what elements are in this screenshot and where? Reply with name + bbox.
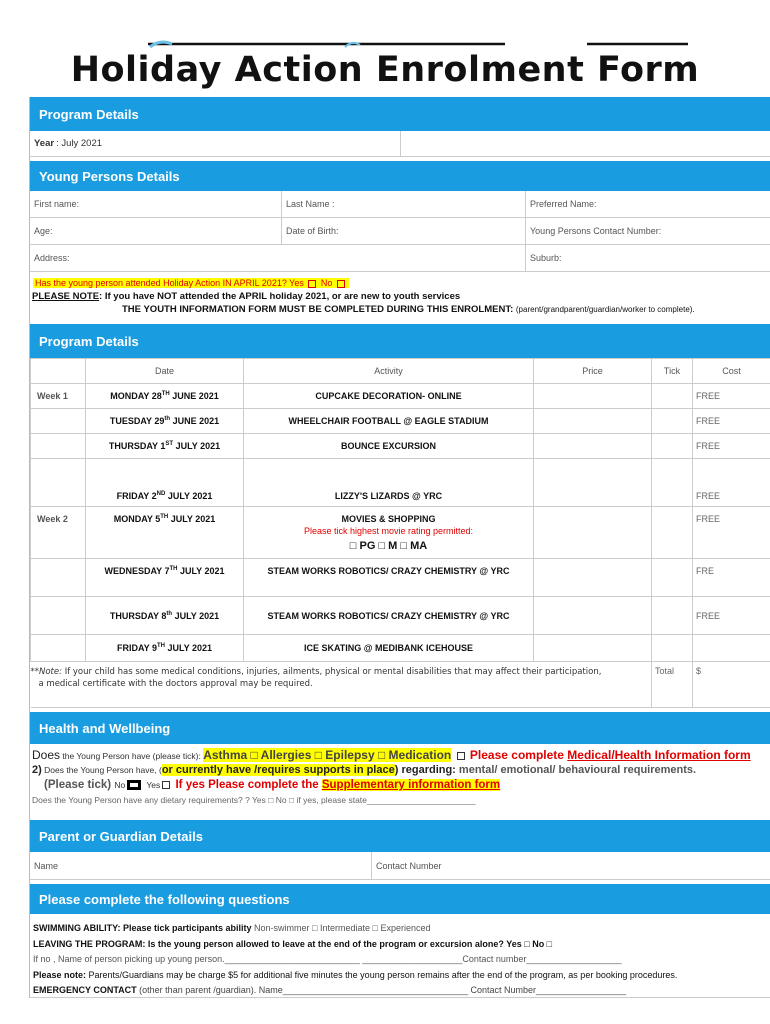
section-header xyxy=(30,161,770,191)
cost-header: Cost xyxy=(693,359,770,384)
row-date: THURSDAY 1ST JULY 2021 xyxy=(86,434,244,459)
row-cost xyxy=(693,635,770,662)
week-label xyxy=(31,434,86,459)
week-header xyxy=(31,359,86,384)
emergency-field[interactable]: (other than parent /guardian). Name_____________________________________ Contact Number__________________ xyxy=(136,985,627,995)
note-label: **Note: xyxy=(30,667,62,677)
program-table xyxy=(30,358,770,708)
please-note-text: Parents/Guardians may be charge $5 for additional five minutes the young person remains after the end of the program, as per booking procedures. xyxy=(86,969,678,980)
address-field[interactable]: Address: xyxy=(30,245,526,271)
section-header xyxy=(30,324,770,358)
condition-options[interactable]: Asthma □ Allergies □ Epilepsy □ Medication xyxy=(203,748,452,762)
table-row xyxy=(31,459,770,507)
total-label: Total xyxy=(652,662,693,708)
preferred-name-field[interactable]: Preferred Name: xyxy=(530,199,597,209)
no-checkbox[interactable] xyxy=(127,780,141,790)
row-date: THURSDAY 8th JULY 2021 xyxy=(86,597,244,635)
note-line2: THE YOUTH INFORMATION FORM MUST BE COMPLETED DURING THIS ENROLMENT: xyxy=(122,304,514,315)
q3-red: If yes Please complete the xyxy=(172,779,322,791)
section-title: Program Details xyxy=(39,106,139,122)
row-activity: STEAM WORKS ROBOTICS/ CRAZY CHEMISTRY @ YRC xyxy=(244,597,534,635)
attended-question xyxy=(33,278,349,288)
table-row xyxy=(31,507,770,559)
section-title: Program Details xyxy=(39,333,139,349)
row-date: MONDAY 5TH JULY 2021 xyxy=(86,507,244,559)
age-field[interactable]: Age: xyxy=(30,218,282,244)
week-label xyxy=(31,559,86,597)
note-line2-small: (parent/grandparent/guardian/worker to complete). xyxy=(515,305,695,314)
row-activity: WHEELCHAIR FOOTBALL @ EAGLE STADIUM xyxy=(244,409,534,434)
q3-yes: Yes xyxy=(146,780,161,790)
week-label: Week 2 xyxy=(31,507,86,559)
row-price[interactable] xyxy=(534,559,652,597)
row-date: FRIDAY 2ND JULY 2021 xyxy=(86,459,244,507)
tick-header: Tick xyxy=(652,359,693,384)
notice-block xyxy=(30,272,770,324)
page-title: Holiday Action Enrolment Form xyxy=(70,50,700,90)
q3-no: No xyxy=(114,780,126,790)
yes-checkbox[interactable] xyxy=(308,280,316,288)
parent-row xyxy=(30,852,770,880)
year-field[interactable] xyxy=(30,131,401,156)
year-row xyxy=(30,131,770,157)
year-value: : July 2021 xyxy=(56,138,103,149)
please-note-label: PLEASE NOTE xyxy=(32,291,100,302)
leave-question[interactable]: LEAVING THE PROGRAM: Is the young person allowed to leave at the end of the program or excursion alone? Yes □ No □ xyxy=(33,938,553,949)
swim-label: SWIMMING ABILITY: Please tick participants ability xyxy=(33,923,252,933)
row-activity: ICE SKATING @ MEDIBANK ICEHOUSE xyxy=(244,635,534,662)
week-label xyxy=(31,635,86,662)
parent-name-field[interactable]: Name xyxy=(30,852,372,879)
section-header xyxy=(30,884,770,914)
table-row xyxy=(31,635,770,662)
row-price[interactable] xyxy=(534,635,652,662)
row-activity xyxy=(244,507,534,559)
section-title: Parent or Guardian Details xyxy=(39,828,203,844)
age-row xyxy=(30,218,770,245)
row-tick[interactable] xyxy=(652,434,693,459)
row-price[interactable] xyxy=(534,459,652,507)
row-tick[interactable] xyxy=(652,459,693,507)
row-price[interactable] xyxy=(534,434,652,459)
health-block xyxy=(30,744,770,816)
q1-mid: the Young Person have (please tick): xyxy=(60,751,204,761)
q2-text: Does the Young Person have, ( xyxy=(41,765,162,775)
row-date: FRIDAY 9TH JULY 2021 xyxy=(86,635,244,662)
questions-block xyxy=(30,914,770,998)
row-tick[interactable] xyxy=(652,635,693,662)
name-row xyxy=(30,191,770,218)
note-text: If your child has some medical conditions, injuries, ailments, physical or mental disabilities that may affect their participation, xyxy=(62,667,602,677)
rating-instruction: Please tick highest movie rating permitted: xyxy=(303,526,474,536)
medication-checkbox[interactable] xyxy=(457,752,465,760)
first-name-field[interactable]: First name: xyxy=(30,191,282,217)
no-checkbox[interactable] xyxy=(337,280,345,288)
table-row xyxy=(31,597,770,635)
header-decoration xyxy=(0,38,770,48)
yes-checkbox[interactable] xyxy=(162,781,170,789)
medical-note-row xyxy=(31,662,770,708)
contact-number-field[interactable]: Young Persons Contact Number: xyxy=(530,226,662,236)
q3-tick: (Please tick) xyxy=(44,779,112,791)
row-tick[interactable] xyxy=(652,507,693,559)
suburb-field[interactable]: Suburb: xyxy=(530,253,562,263)
total-value[interactable]: $ xyxy=(693,662,770,708)
section-header xyxy=(30,712,770,744)
row-price[interactable] xyxy=(534,597,652,635)
row-cost: FRE xyxy=(693,559,770,597)
table-row xyxy=(31,434,770,459)
please-note-label: Please note: xyxy=(33,969,87,980)
row-price[interactable] xyxy=(534,507,652,559)
dietary-question[interactable]: Does the Young Person have any dietary requirements? ? Yes □ No □ if yes, please state_______________________ xyxy=(32,795,476,805)
row-cost: FREE xyxy=(693,507,770,559)
medical-form-link[interactable]: Medical/Health Information form xyxy=(567,748,751,762)
week-label xyxy=(31,459,86,507)
row-activity: CUPCAKE DECORATION- ONLINE xyxy=(244,384,534,409)
no-label: No xyxy=(320,278,333,288)
table-row xyxy=(31,409,770,434)
section-header xyxy=(30,820,770,852)
row-tick[interactable] xyxy=(652,559,693,597)
q1-red: Please complete xyxy=(466,748,568,762)
swim-options[interactable]: Non-swimmer □ Intermediate □ Experienced xyxy=(251,923,431,933)
row-activity: LIZZY'S LIZARDS @ YRC xyxy=(244,459,534,507)
table-header-row xyxy=(31,359,770,384)
note-line1: : If you have NOT attended the APRIL holiday 2021, or are new to youth services xyxy=(99,291,461,302)
attended-text: Has the young person attended Holiday Action IN APRIL 2021? Yes xyxy=(35,278,304,288)
emergency-label: EMERGENCY CONTACT xyxy=(33,985,137,995)
supplementary-form-link[interactable]: Supplementary information form xyxy=(321,779,501,791)
last-name-field[interactable]: Last Name : xyxy=(282,191,526,217)
year-blank xyxy=(401,131,770,156)
section-title: Young Persons Details xyxy=(39,168,180,184)
q1-start: Does xyxy=(32,748,61,762)
note-text2: a medical certificate with the doctors approval may be required. xyxy=(38,679,313,689)
row-activity: BOUNCE EXCURSION xyxy=(244,434,534,459)
year-label: Year xyxy=(34,138,55,149)
activity-header: Activity xyxy=(244,359,534,384)
row-cost: FREE xyxy=(693,459,770,507)
dob-field[interactable]: Date of Birth: xyxy=(282,218,526,244)
row-tick[interactable] xyxy=(652,384,693,409)
enrolment-form xyxy=(29,97,770,998)
row-date: WEDNESDAY 7TH JULY 2021 xyxy=(86,559,244,597)
row-price[interactable] xyxy=(534,384,652,409)
address-row xyxy=(30,245,770,272)
row-cost: FREE xyxy=(693,597,770,635)
activity-name: MOVIES & SHOPPING xyxy=(341,514,436,524)
week-label: Week 1 xyxy=(31,384,86,409)
table-row xyxy=(31,559,770,597)
week-label xyxy=(31,409,86,434)
pickup-field[interactable]: If no , Name of person picking up young person.___________________________ ____________________Contact number___________________ xyxy=(33,954,622,964)
date-header: Date xyxy=(86,359,244,384)
parent-contact-field[interactable]: Contact Number xyxy=(376,860,442,871)
q2-after: ) regarding: xyxy=(394,764,456,776)
row-cost: FREE xyxy=(693,434,770,459)
row-cost: FREE xyxy=(693,384,770,409)
q2-num: 2) xyxy=(32,764,42,776)
row-price[interactable] xyxy=(534,409,652,434)
row-tick[interactable] xyxy=(652,597,693,635)
section-title: Health and Wellbeing xyxy=(39,720,171,736)
row-date: MONDAY 28TH JUNE 2021 xyxy=(86,384,244,409)
price-header: Price xyxy=(534,359,652,384)
rating-options[interactable]: □ PG □ M □ MA xyxy=(349,540,428,552)
table-row xyxy=(31,384,770,409)
row-tick[interactable] xyxy=(652,409,693,434)
row-date: TUESDAY 29th JUNE 2021 xyxy=(86,409,244,434)
row-activity: STEAM WORKS ROBOTICS/ CRAZY CHEMISTRY @ YRC xyxy=(244,559,534,597)
q2-highlight: or currently have /requires supports in place xyxy=(161,764,395,776)
q2-topics: mental/ emotional/ behavioural requirements. xyxy=(455,764,697,776)
section-header xyxy=(30,97,770,131)
medical-note xyxy=(31,662,652,708)
week-label xyxy=(31,597,86,635)
section-title: Please complete the following questions xyxy=(39,891,290,907)
row-cost: FREE xyxy=(693,409,770,434)
